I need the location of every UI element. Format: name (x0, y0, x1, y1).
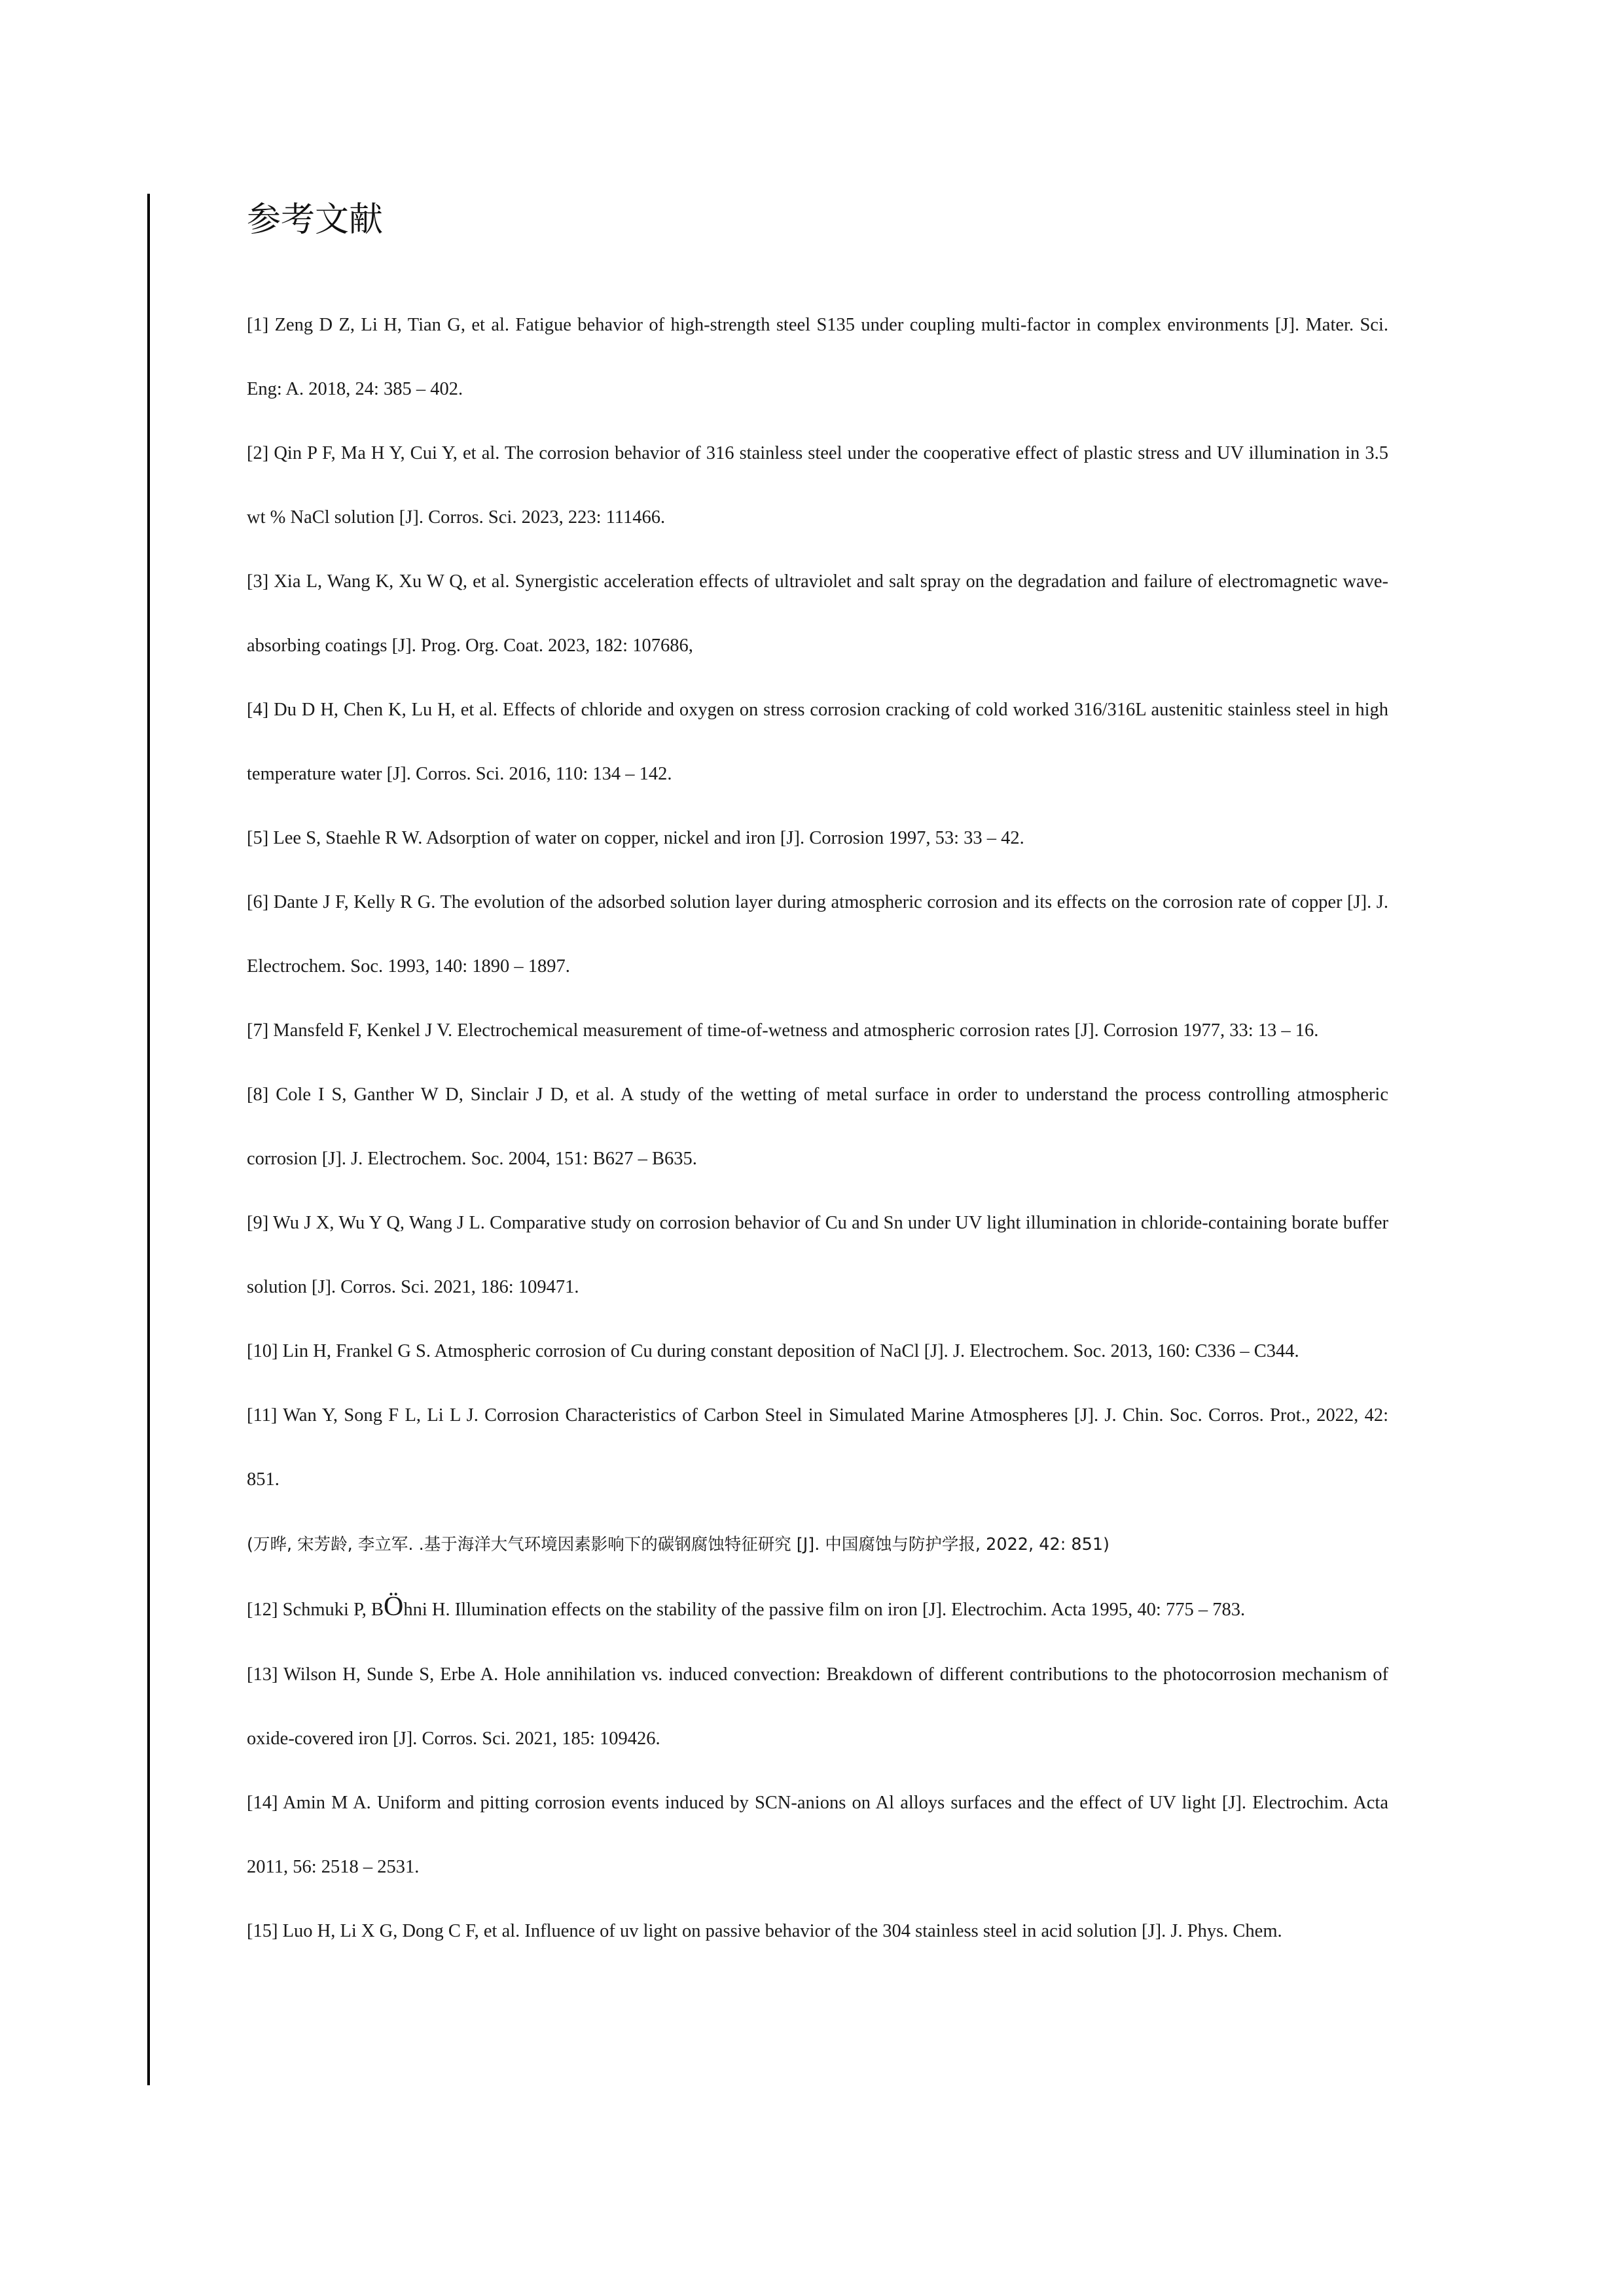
reference-item: [7] Mansfeld F, Kenkel J V. Electrochemical measurement of time-of-wetness and atmospheric corrosion rates [J]. Corrosion 1977, 33: 13 – 16. (247, 1020, 1319, 1041)
reference-item: [4] Du D H, Chen K, Lu H, et al. Effects of chloride and oxygen on stress corrosion cracking of cold worked 316/316L austenitic stainless steel in high temperature water [J]. Corros. Sci. 2016, 110: 134 – 142. (247, 700, 1388, 784)
reference-item: [1] Zeng D Z, Li H, Tian G, et al. Fatigue behavior of high-strength steel S135 under coupling multi-factor in complex environments [J]. Mater. Sci. Eng: A. 2018, 24: 385 – 402. (247, 315, 1388, 399)
reference-item: [13] Wilson H, Sunde S, Erbe A. Hole annihilation vs. induced convection: Breakdown of different contributions to the photocorrosion mechanism of oxide-covered iron [J]. Corros. Sci. 2021, 185: 109426. (247, 1664, 1388, 1749)
reference-text-end: hni H. Illumination effects on the stability of the passive film on iron [J]. Electrochim. Acta 1995, 40: 775 – 783. (403, 1600, 1246, 1620)
reference-item (247, 1577, 1388, 1643)
reference-item: [14] Amin M A. Uniform and pitting corrosion events induced by SCN-anions on Al alloys surfaces and the effect of UV light [J]. Electrochim. Acta 2011, 56: 2518 – 2531. (247, 1793, 1388, 1877)
reference-item: [6] Dante J F, Kelly R G. The evolution of the adsorbed solution layer during atmospheric corrosion and its effects on the corrosion rate of copper [J]. J. Electrochem. Soc. 1993, 140: 1890 – 1897. (247, 892, 1388, 977)
reference-item: [8] Cole I S, Ganther W D, Sinclair J D, et al. A study of the wetting of metal surface in order to understand the process controlling atmospheric corrosion [J]. J. Electrochem. Soc. 2004, 151: B627 – B635. (247, 1085, 1388, 1169)
reference-text-start: [12] Schmuki P, B (247, 1600, 384, 1620)
reference-item: [11] Wan Y, Song F L, Li L J. Corrosion Characteristics of Carbon Steel in Simulated Marine Atmospheres [J]. J. Chin. Soc. Corros. Prot., 2022, 42: 851. (247, 1405, 1388, 1490)
reference-item: [5] Lee S, Staehle R W. Adsorption of water on copper, nickel and iron [J]. Corrosion 1997, 53: 33 – 42. (247, 828, 1024, 848)
reference-item: [2] Qin P F, Ma H Y, Cui Y, et al. The corrosion behavior of 316 stainless steel under the cooperative effect of plastic stress and UV illumination in 3.5 wt % NaCl solution [J]. Corros. Sci. 2023, 223: 111466. (247, 443, 1388, 528)
section-title: 参考文献 (247, 200, 384, 240)
reference-item: [15] Luo H, Li X G, Dong C F, et al. Influence of uv light on passive behavior of the 304 stainless steel in acid solution [J]. J. Phys. Chem. (247, 1921, 1282, 1941)
reference-item: [10] Lin H, Frankel G S. Atmospheric corrosion of Cu during constant deposition of NaCl [J]. J. Electrochem. Soc. 2013, 160: C336 – C344. (247, 1341, 1299, 1361)
reference-item: [9] Wu J X, Wu Y Q, Wang J L. Comparative study on corrosion behavior of Cu and Sn under UV light illumination in chloride-containing borate buffer solution [J]. Corros. Sci. 2021, 186: 109471. (247, 1213, 1388, 1297)
reference-item-chinese-translation: (万晔, 宋芳龄, 李立军. .基于海洋大气环境因素影响下的碳钢腐蚀特征研究 [J]. 中国腐蚀与防护学报, 2022, 42: 851) (247, 1535, 1110, 1554)
reference-list (247, 293, 1388, 1964)
margin-rule (147, 194, 150, 2085)
reference-special-character: Ö (384, 1592, 404, 1622)
reference-item: [3] Xia L, Wang K, Xu W Q, et al. Synergistic acceleration effects of ultraviolet and salt spray on the degradation and failure of electromagnetic wave-absorbing coatings [J]. Prog. Org. Coat. 2023, 182: 107686, (247, 571, 1388, 656)
